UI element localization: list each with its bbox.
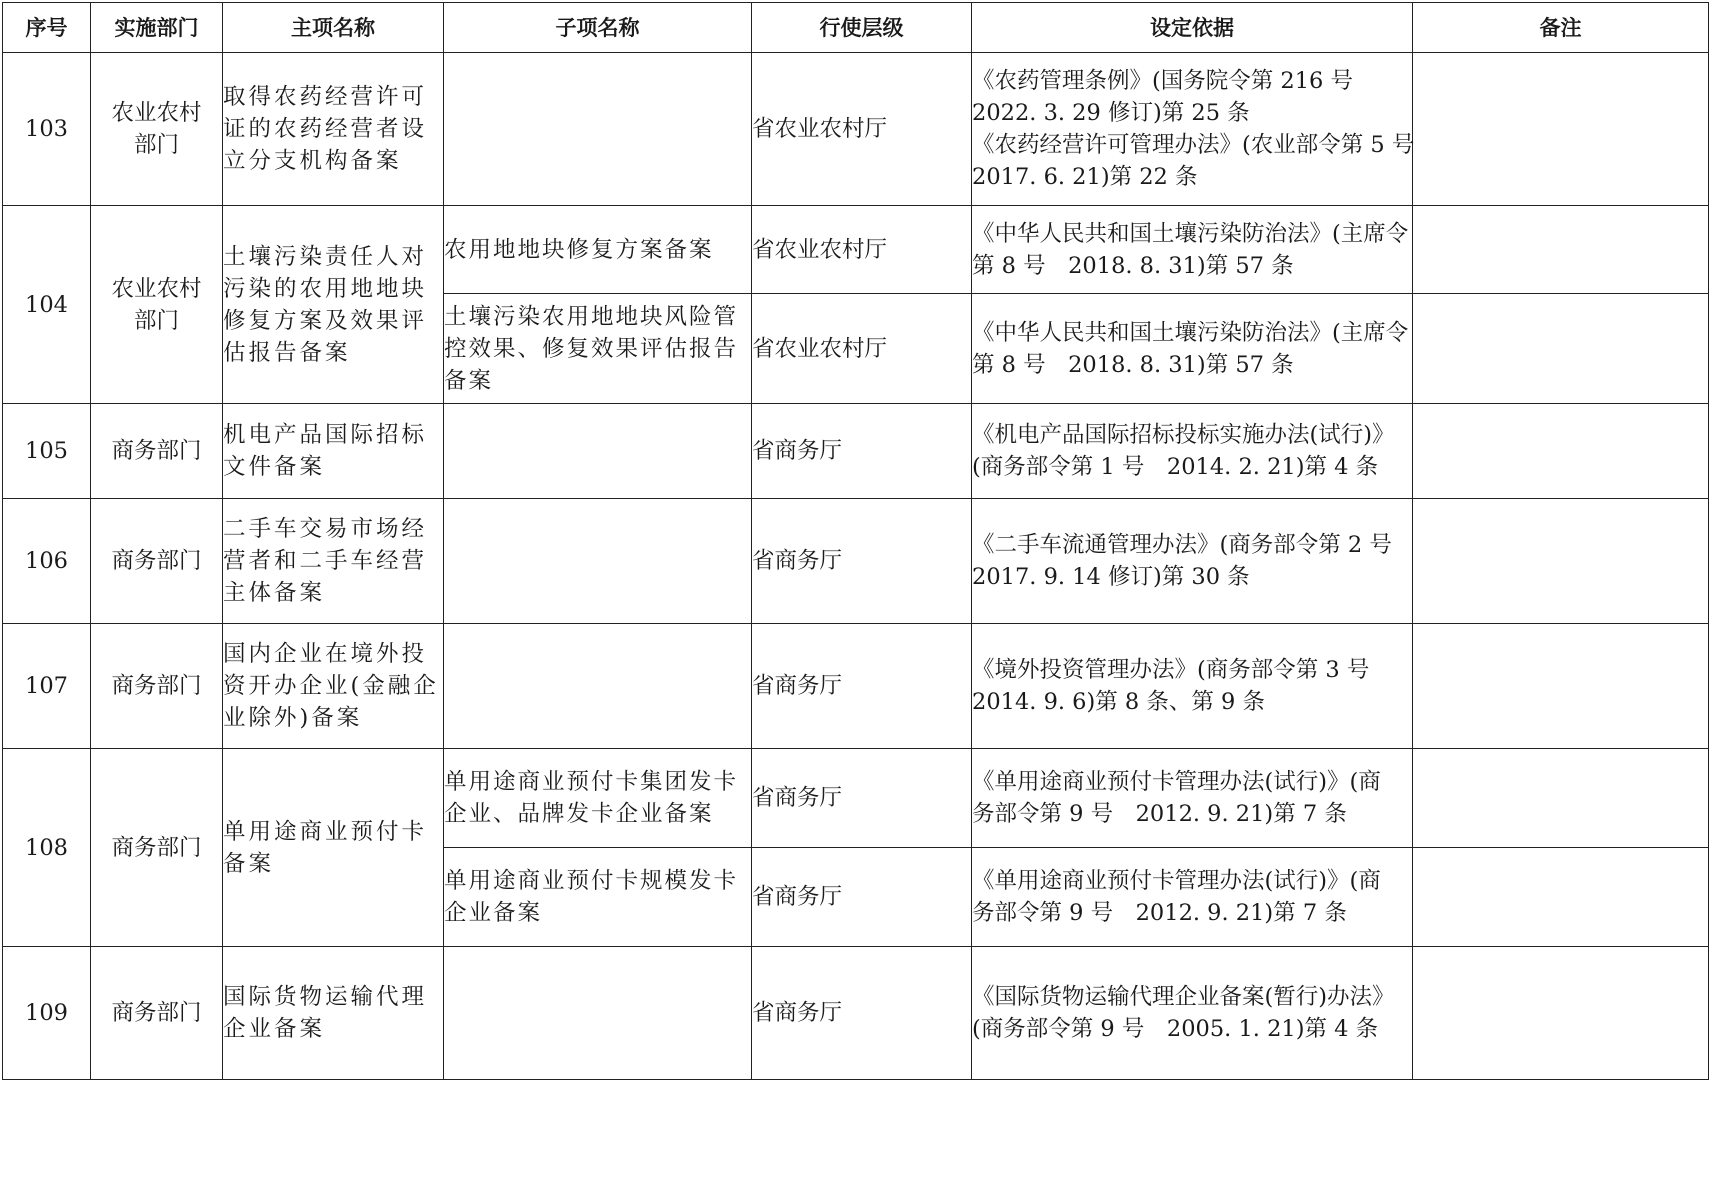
sub-item-cell — [444, 53, 752, 206]
main-item-cell — [223, 947, 444, 1080]
department-cell — [91, 624, 223, 749]
table-row — [3, 404, 1709, 499]
main-item-line: 企业备案 — [223, 1016, 326, 1042]
main-item-line: 营者和二手车经营 — [223, 548, 428, 574]
legal-basis-line: 《机电产品国际招标投标实施办法(试行)》 — [972, 422, 1395, 448]
legal-basis-line: 2017. 9. 14 修订)第 30 条 — [972, 564, 1250, 590]
sub-item-line: 土壤污染农用地地块风险管 — [444, 303, 739, 330]
remarks-cell — [1413, 53, 1709, 206]
remarks-cell — [1413, 206, 1709, 294]
main-item-cell — [223, 749, 444, 947]
legal-basis-cell — [972, 749, 1413, 848]
sub-item-line: 农用地地块修复方案备案 — [444, 236, 714, 263]
main-item-line: 立分支机构备案 — [223, 148, 402, 174]
legal-basis-line: 《中华人民共和国土壤污染防治法》(主席令 — [972, 319, 1409, 346]
department-cell — [91, 53, 223, 206]
legal-basis-line: 务部令第 9 号 2012. 9. 21)第 7 条 — [972, 801, 1347, 827]
remarks-cell — [1413, 624, 1709, 749]
sub-item-line: 企业、品牌发卡企业备案 — [444, 801, 714, 827]
main-item-line: 污染的农用地地块 — [223, 275, 428, 302]
main-item-line: 文件备案 — [223, 454, 326, 480]
row-number: 107 — [3, 624, 91, 749]
row-number: 103 — [3, 53, 91, 206]
main-item-cell — [223, 404, 444, 499]
main-item-line: 主体备案 — [223, 580, 326, 606]
level-cell: 省商务厅 — [752, 749, 972, 848]
level-cell: 省商务厅 — [752, 947, 972, 1080]
department-line: 商务部门 — [111, 1000, 202, 1026]
header-note: 备注 — [1413, 3, 1709, 53]
table-row — [3, 206, 1709, 294]
sub-item-cell — [444, 624, 752, 749]
level-cell: 省商务厅 — [752, 848, 972, 947]
department-line: 部门 — [133, 132, 179, 158]
department-cell — [91, 206, 223, 404]
header-item: 主项名称 — [223, 3, 444, 53]
header-basis: 设定依据 — [972, 3, 1413, 53]
remarks-cell — [1413, 947, 1709, 1080]
legal-basis-line: 《单用途商业预付卡管理办法(试行)》(商 — [972, 868, 1381, 894]
sub-item-cell — [444, 499, 752, 624]
department-line: 农业农村 — [111, 275, 202, 302]
main-item-line: 估报告备案 — [223, 339, 351, 366]
table-row — [3, 624, 1709, 749]
filing-items-table — [2, 2, 1709, 1080]
sub-item-line: 控效果、修复效果评估报告 — [444, 335, 739, 362]
legal-basis-line: 《农药经营许可管理办法》(农业部令第 5 号 — [972, 132, 1415, 158]
legal-basis-line: 第 8 号 2018. 8. 31)第 57 条 — [972, 351, 1294, 378]
main-item-cell — [223, 53, 444, 206]
legal-basis-line: 《单用途商业预付卡管理办法(试行)》(商 — [972, 769, 1381, 795]
legal-basis-cell — [972, 848, 1413, 947]
main-item-line: 取得农药经营许可 — [223, 84, 428, 110]
legal-basis-line: 2014. 9. 6)第 8 条、第 9 条 — [972, 689, 1266, 715]
sub-item-cell — [444, 206, 752, 294]
main-item-line: 业除外)备案 — [223, 705, 363, 731]
sub-item-cell — [444, 947, 752, 1080]
legal-basis-line: 第 8 号 2018. 8. 31)第 57 条 — [972, 252, 1294, 279]
main-item-cell — [223, 499, 444, 624]
legal-basis-line: 《农药管理条例》(国务院令第 216 号 — [972, 68, 1354, 94]
sub-item-line: 备案 — [444, 367, 494, 394]
main-item-line: 单用途商业预付卡 — [223, 818, 428, 845]
sub-item-cell — [444, 848, 752, 947]
legal-basis-line: (商务部令第 9 号 2005. 1. 21)第 4 条 — [972, 1016, 1379, 1042]
main-item-line: 修复方案及效果评 — [223, 307, 428, 334]
remarks-cell — [1413, 749, 1709, 848]
sub-item-line: 单用途商业预付卡集团发卡 — [444, 769, 739, 795]
main-item-line: 二手车交易市场经 — [223, 516, 428, 542]
legal-basis-cell — [972, 499, 1413, 624]
legal-basis-cell — [972, 294, 1413, 404]
legal-basis-cell — [972, 624, 1413, 749]
table-row — [3, 53, 1709, 206]
header-num: 序号 — [3, 3, 91, 53]
main-item-line: 机电产品国际招标 — [223, 422, 428, 448]
legal-basis-line: 《二手车流通管理办法》(商务部令第 2 号 — [972, 532, 1392, 558]
legal-basis-line: 务部令第 9 号 2012. 9. 21)第 7 条 — [972, 900, 1347, 926]
row-number: 104 — [3, 206, 91, 404]
sub-item-cell — [444, 294, 752, 404]
remarks-cell — [1413, 848, 1709, 947]
sub-item-cell — [444, 404, 752, 499]
main-item-cell — [223, 206, 444, 404]
legal-basis-line: 2017. 6. 21)第 22 条 — [972, 164, 1198, 190]
header-sub: 子项名称 — [444, 3, 752, 53]
legal-basis-cell — [972, 404, 1413, 499]
level-cell: 省商务厅 — [752, 624, 972, 749]
department-cell — [91, 404, 223, 499]
department-cell — [91, 947, 223, 1080]
remarks-cell — [1413, 499, 1709, 624]
table-body — [3, 53, 1709, 1080]
main-item-line: 资开办企业(金融企 — [223, 673, 439, 699]
legal-basis-cell — [972, 206, 1413, 294]
legal-basis-cell — [972, 947, 1413, 1080]
department-cell — [91, 499, 223, 624]
department-line: 商务部门 — [111, 673, 202, 699]
legal-basis-line: 2022. 3. 29 修订)第 25 条 — [972, 100, 1250, 126]
table-row — [3, 499, 1709, 624]
department-line: 部门 — [133, 307, 179, 334]
header-row — [3, 3, 1709, 53]
row-number: 105 — [3, 404, 91, 499]
header-dept: 实施部门 — [91, 3, 223, 53]
main-item-line: 国内企业在境外投 — [223, 641, 428, 667]
legal-basis-line: 《中华人民共和国土壤污染防治法》(主席令 — [972, 220, 1409, 247]
main-item-cell — [223, 624, 444, 749]
department-line: 商务部门 — [111, 834, 202, 861]
table-row — [3, 749, 1709, 848]
remarks-cell — [1413, 294, 1709, 404]
main-item-line: 土壤污染责任人对 — [223, 243, 428, 270]
row-number: 108 — [3, 749, 91, 947]
level-cell: 省商务厅 — [752, 404, 972, 499]
row-number: 109 — [3, 947, 91, 1080]
department-line: 商务部门 — [111, 548, 202, 574]
table-row — [3, 947, 1709, 1080]
level-cell: 省农业农村厅 — [752, 53, 972, 206]
main-item-line: 国际货物运输代理 — [223, 984, 428, 1010]
department-line: 商务部门 — [111, 438, 202, 464]
legal-basis-line: (商务部令第 1 号 2014. 2. 21)第 4 条 — [972, 454, 1379, 480]
sub-item-cell — [444, 749, 752, 848]
level-cell: 省农业农村厅 — [752, 294, 972, 404]
department-line: 农业农村 — [111, 100, 202, 126]
sub-item-line: 单用途商业预付卡规模发卡 — [444, 868, 739, 894]
legal-basis-line: 《国际货物运输代理企业备案(暂行)办法》 — [972, 984, 1395, 1010]
main-item-line: 备案 — [223, 850, 275, 877]
main-item-line: 证的农药经营者设 — [223, 116, 428, 142]
sub-item-line: 企业备案 — [444, 900, 543, 926]
department-cell — [91, 749, 223, 947]
row-number: 106 — [3, 499, 91, 624]
legal-basis-line: 《境外投资管理办法》(商务部令第 3 号 — [972, 657, 1370, 683]
header-level: 行使层级 — [752, 3, 972, 53]
legal-basis-cell — [972, 53, 1413, 206]
remarks-cell — [1413, 404, 1709, 499]
level-cell: 省商务厅 — [752, 499, 972, 624]
level-cell: 省农业农村厅 — [752, 206, 972, 294]
